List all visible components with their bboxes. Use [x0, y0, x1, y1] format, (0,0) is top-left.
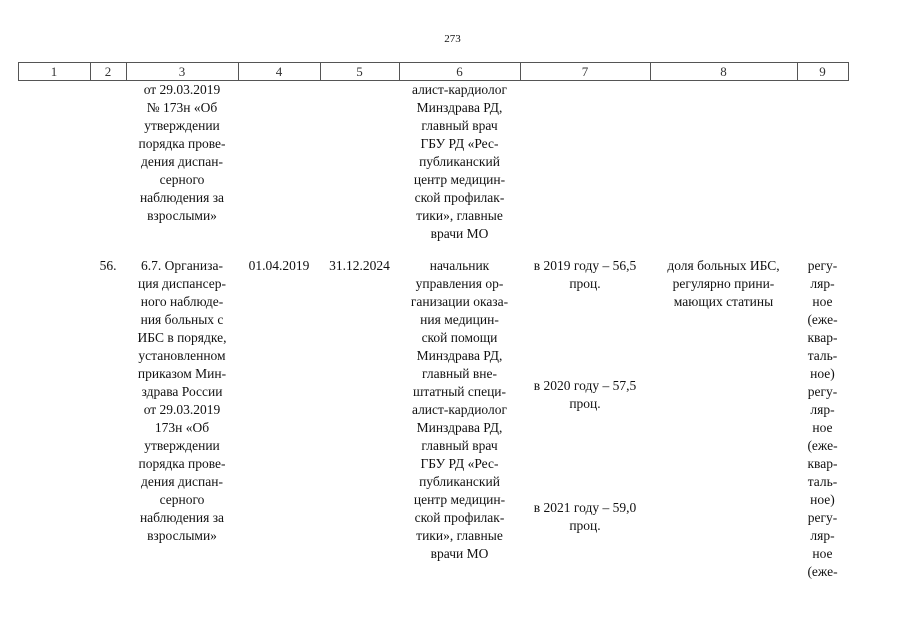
target-value-2020 [520, 377, 650, 413]
text-line: ляр- [810, 276, 835, 291]
text-line: дения диспан- [141, 474, 223, 489]
frequency-2020 [797, 383, 848, 509]
text-line: ное [812, 420, 833, 435]
text-line: 6.7. Организа- [141, 258, 223, 273]
text-line: доля больных ИБС, [667, 258, 780, 273]
measure-name [126, 257, 238, 545]
text-line: Минздрава РД, [416, 348, 503, 363]
text-line: квар- [807, 456, 838, 471]
text-line: ное [812, 294, 833, 309]
text-line: наблюдения за [139, 510, 225, 525]
text-line: главный врач [421, 438, 498, 453]
text-line: регулярно прини- [672, 276, 775, 291]
text-line: в 2021 году – 59,0 [533, 500, 637, 515]
text-line: 173н «Об [154, 420, 210, 435]
text-line: ное [812, 546, 833, 561]
text-line: Минздрава РД, [416, 420, 503, 435]
text-line: центр медицин- [413, 492, 506, 507]
continued-col3 [126, 81, 238, 225]
header-col-2: 2 [104, 64, 112, 79]
text-line: дения диспан- [141, 154, 223, 169]
header-col-7: 7 [581, 64, 589, 79]
text-line: приказом Мин- [137, 366, 227, 381]
text-line: № 173н «Об [146, 100, 218, 115]
text-line: врачи МО [430, 546, 489, 561]
text-line: врачи МО [430, 226, 489, 241]
text-line: ное) [810, 492, 835, 507]
text-line: ляр- [810, 528, 835, 543]
text-line: алист-кардиолог [411, 82, 508, 97]
text-line: ное) [810, 366, 835, 381]
text-line: проц. [569, 396, 601, 411]
header-col-9: 9 [819, 64, 826, 79]
text-line: ного наблюде- [140, 294, 224, 309]
text-line: серного [159, 172, 205, 187]
text-line: проц. [569, 518, 601, 533]
header-col-4: 4 [275, 64, 283, 79]
target-value-2019 [520, 257, 650, 293]
end-date: 31.12.2024 [329, 258, 390, 273]
text-line: порядка прове- [138, 456, 226, 471]
text-line: таль- [807, 474, 838, 489]
text-line: утверждении [144, 438, 220, 453]
text-line: начальник [429, 258, 490, 273]
text-line: утверждении [144, 118, 220, 133]
text-line: ской помощи [421, 330, 498, 345]
page-number: 273 [444, 33, 461, 45]
text-line: таль- [807, 348, 838, 363]
text-line: (еже- [807, 438, 838, 453]
target-value-2021 [520, 499, 650, 535]
text-line: ГБУ РД «Рес- [420, 456, 499, 471]
text-line: ГБУ РД «Рес- [420, 136, 499, 151]
text-line: Минздрава РД, [416, 100, 503, 115]
header-col-6: 6 [456, 64, 463, 79]
text-line: взрослыми» [147, 208, 217, 223]
text-line: тики», главные [416, 208, 503, 223]
text-line: квар- [807, 330, 838, 345]
responsible-executor [399, 257, 520, 563]
text-line: ния больных с [140, 312, 224, 327]
text-line: ИБС в порядке, [137, 330, 227, 345]
text-line: ция диспансер- [138, 276, 226, 291]
text-line: от 29.03.2019 [143, 402, 221, 417]
text-line: ния медицин- [420, 312, 499, 327]
row-number: 56. [99, 258, 117, 273]
text-line: ской профилак- [414, 510, 505, 525]
text-line: здрава России [141, 384, 223, 399]
text-line: в 2020 году – 57,5 [533, 378, 637, 393]
text-line: серного [159, 492, 205, 507]
text-line: ской профилак- [414, 190, 505, 205]
text-line: главный врач [421, 118, 498, 133]
continued-col6 [399, 81, 520, 243]
header-col-5: 5 [356, 64, 363, 79]
text-line: публиканский [419, 154, 500, 169]
header-col-8: 8 [720, 64, 727, 79]
frequency-2019 [797, 257, 848, 383]
text-line: (еже- [807, 564, 838, 579]
text-line: проц. [569, 276, 601, 291]
text-line: штатный специ- [412, 384, 507, 399]
text-line: алист-кардиолог [411, 402, 508, 417]
start-date: 01.04.2019 [248, 258, 310, 273]
text-line: регу- [807, 384, 838, 399]
indicator [650, 257, 797, 311]
text-line: (еже- [807, 312, 838, 327]
text-line: ляр- [810, 402, 835, 417]
text-line: регу- [807, 510, 838, 525]
text-line: центр медицин- [413, 172, 506, 187]
frequency-2021 [797, 509, 848, 581]
text-line: порядка прове- [138, 136, 226, 151]
header-divider [848, 62, 849, 81]
text-line: в 2019 году – 56,5 [533, 258, 637, 273]
text-line: установленном [138, 348, 226, 363]
text-line: управления ор- [415, 276, 504, 291]
text-line: мающих статины [673, 294, 774, 309]
text-line: тики», главные [416, 528, 503, 543]
header-col-1: 1 [50, 64, 58, 79]
text-line: ганизации оказа- [410, 294, 509, 309]
text-line: от 29.03.2019 [143, 82, 221, 97]
header-col-3: 3 [178, 64, 186, 79]
text-line: главный вне- [422, 366, 497, 381]
text-line: публиканский [419, 474, 500, 489]
text-line: взрослыми» [147, 528, 217, 543]
text-line: регу- [807, 258, 838, 273]
text-line: наблюдения за [139, 190, 225, 205]
